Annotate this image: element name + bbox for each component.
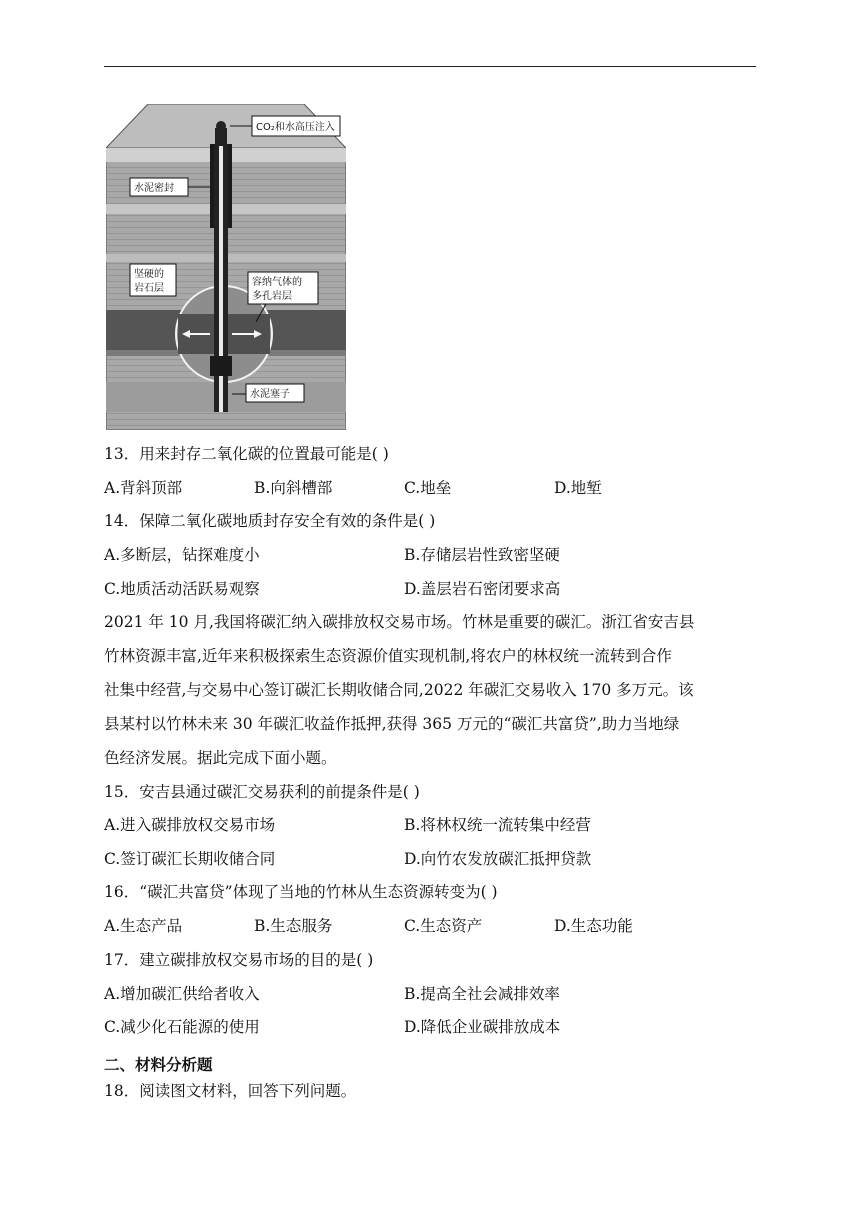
q14-option-b[interactable]: B.存储层岩性致密坚硬 <box>404 546 560 564</box>
svg-text:CO₂和水高压注入: CO₂和水高压注入 <box>256 122 335 133</box>
q16-option-c[interactable]: C.生态资产 <box>404 917 483 935</box>
co2-storage-diagram <box>106 104 346 430</box>
material-line-3: 社集中经营,与交易中心签订碳汇长期收储合同,2022 年碳汇交易收入 170 多万元。该 <box>104 681 694 699</box>
q17-option-b[interactable]: B.提高全社会减排效率 <box>404 985 560 1003</box>
q17-option-a[interactable]: A.增加碳汇供给者收入 <box>104 985 260 1003</box>
question-15-stem: 15．安吉县通过碳汇交易获利的前提条件是( ) <box>104 783 420 801</box>
q13-option-a[interactable]: A.背斜顶部 <box>104 479 183 497</box>
question-16-stem: 16．“碳汇共富贷”体现了当地的竹林从生态资源转变为( ) <box>104 883 498 901</box>
q15-option-a[interactable]: A.进入碳排放权交易市场 <box>104 816 276 834</box>
q13-option-b[interactable]: B.向斜槽部 <box>254 479 333 497</box>
header-rule <box>104 66 756 67</box>
q17-option-c[interactable]: C.减少化石能源的使用 <box>104 1018 260 1036</box>
q15-option-d[interactable]: D.向竹农发放碳汇抵押贷款 <box>404 850 592 868</box>
question-17-stem: 17．建立碳排放权交易市场的目的是( ) <box>104 951 374 969</box>
material-line-4: 县某村以竹林未来 30 年碳汇收益作抵押,获得 365 万元的“碳汇共富贷”,助力当地绿 <box>104 715 680 733</box>
svg-text:多孔岩层: 多孔岩层 <box>252 291 292 302</box>
q14-option-a[interactable]: A.多断层，钻探难度小 <box>104 546 260 564</box>
svg-text:容纳气体的: 容纳气体的 <box>252 277 302 288</box>
q17-option-d[interactable]: D.降低企业碳排放成本 <box>404 1018 561 1036</box>
svg-text:坚硬的: 坚硬的 <box>134 269 164 280</box>
material-line-1: 2021 年 10 月,我国将碳汇纳入碳排放权交易市场。竹林是重要的碳汇。浙江省安吉县 <box>104 613 695 631</box>
question-13-stem: 13．用来封存二氧化碳的位置最可能是( ) <box>104 445 389 463</box>
q15-option-c[interactable]: C.签订碳汇长期收储合同 <box>104 850 276 868</box>
q14-option-d[interactable]: D.盖层岩石密闭要求高 <box>404 580 561 598</box>
q16-option-d[interactable]: D.生态功能 <box>554 917 633 935</box>
svg-text:水泥密封: 水泥密封 <box>134 183 174 194</box>
q13-option-d[interactable]: D.地堑 <box>554 479 602 497</box>
section-title: 二、材料分析题 <box>104 1056 213 1074</box>
svg-text:水泥塞子: 水泥塞子 <box>250 389 290 400</box>
q15-option-b[interactable]: B.将林权统一流转集中经营 <box>404 816 591 834</box>
q14-option-c[interactable]: C.地质活动活跃易观察 <box>104 580 260 598</box>
q13-option-c[interactable]: C.地垒 <box>404 479 452 497</box>
label-hard-rock <box>130 264 176 296</box>
q16-option-a[interactable]: A.生态产品 <box>104 917 183 935</box>
question-18-stem: 18．阅读图文材料，回答下列问题。 <box>104 1082 357 1100</box>
question-14-stem: 14．保障二氧化碳地质封存安全有效的条件是( ) <box>104 512 436 530</box>
svg-text:岩石层: 岩石层 <box>134 283 164 294</box>
material-line-5: 色经济发展。据此完成下面小题。 <box>104 749 337 767</box>
material-line-2: 竹林资源丰富,近年来积极探索生态资源价值实现机制,将农户的林权统一流转到合作 <box>104 647 672 665</box>
q16-option-b[interactable]: B.生态服务 <box>254 917 333 935</box>
cement-plug-block <box>210 356 232 376</box>
